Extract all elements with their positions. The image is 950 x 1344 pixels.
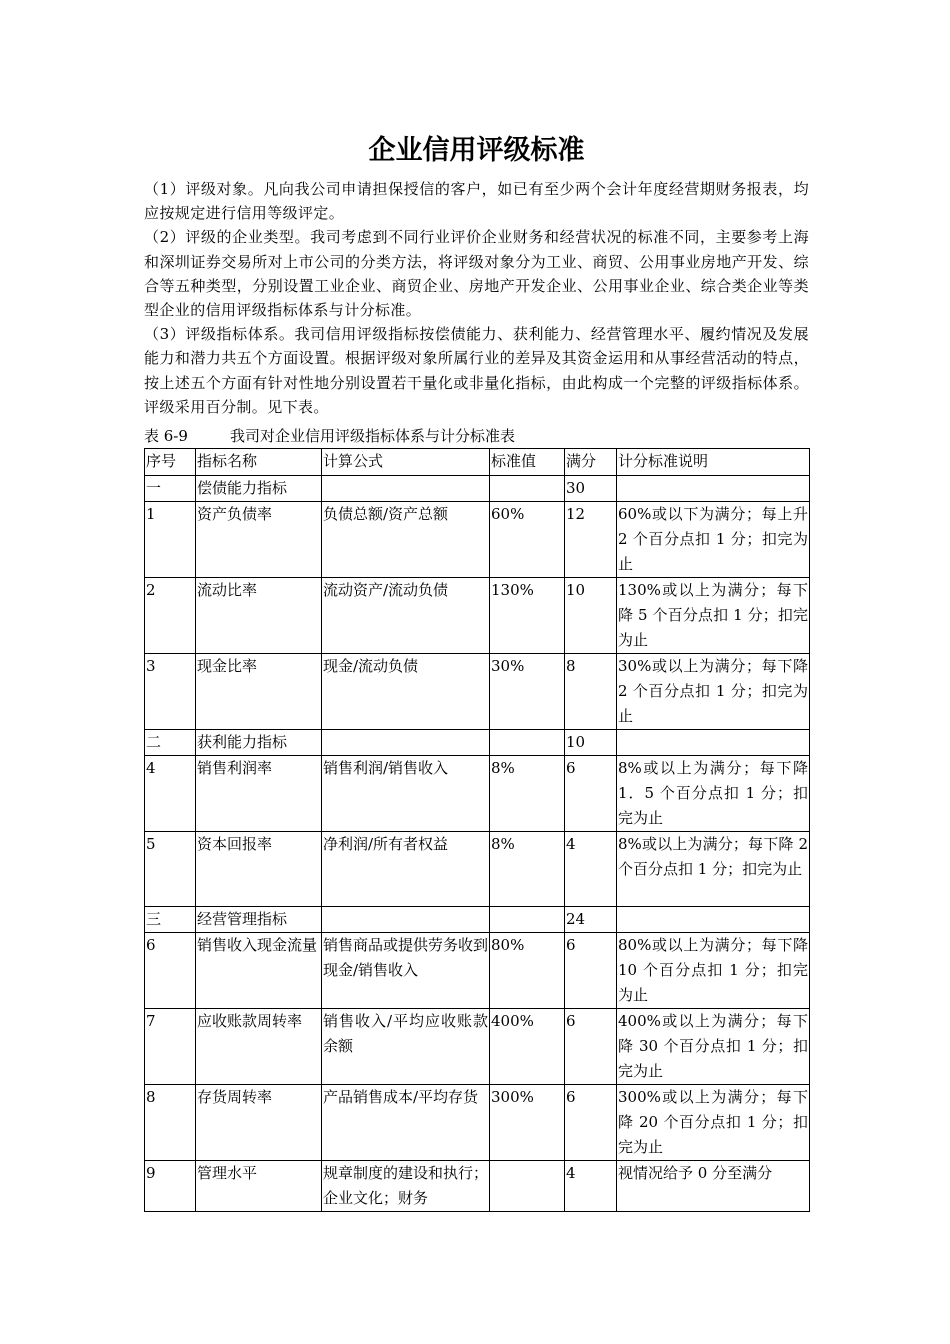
cell-indicator-name: 获利能力指标	[196, 730, 322, 756]
cell-full-score: 8	[565, 654, 617, 730]
paragraph-indicator-system: （3）评级指标体系。我司信用评级指标按偿债能力、获利能力、经营管理水平、履约情况及发展能力和潜力共五个方面设置。根据评级对象所属行业的差异及其资金运用和从事经营活动的特点，按上述五个方面有针对性地分别设置若干量化或非量化指标，由此构成一个完整的评级指标体系。评级采用百分制。见下表。	[144, 325, 809, 416]
cell-scoring-description	[617, 907, 810, 933]
table-header-row	[145, 449, 810, 476]
cell-standard-value	[490, 476, 565, 502]
cell-standard-value: 30%	[490, 654, 565, 730]
cell-indicator-name: 管理水平	[196, 1161, 322, 1212]
table-row	[145, 1009, 810, 1085]
table-row	[145, 730, 810, 756]
cell-formula: 净利润/所有者权益	[322, 832, 490, 907]
cell-formula	[322, 907, 490, 933]
table-row	[145, 933, 810, 1009]
cell-formula: 现金/流动负债	[322, 654, 490, 730]
cell-indicator-name: 流动比率	[196, 578, 322, 654]
cell-indicator-name: 资产负债率	[196, 502, 322, 578]
cell-indicator-name: 销售收入现金流量	[196, 933, 322, 1009]
cell-no: 二	[145, 730, 196, 756]
rating-table	[144, 448, 810, 1212]
header-cell-description: 计分标准说明	[617, 449, 810, 476]
table-row	[145, 907, 810, 933]
cell-formula: 规章制度的建设和执行；企业文化；财务	[322, 1161, 490, 1212]
table-row	[145, 832, 810, 907]
cell-full-score: 6	[565, 756, 617, 832]
cell-full-score: 10	[565, 730, 617, 756]
paragraph-evaluation-object: （1）评级对象。凡向我公司申请担保授信的客户，如已有至少两个会计年度经营期财务报表，均应按规定进行信用等级评定。	[144, 180, 809, 223]
cell-indicator-name: 现金比率	[196, 654, 322, 730]
cell-full-score: 4	[565, 832, 617, 907]
cell-no: 2	[145, 578, 196, 654]
cell-indicator-name: 经营管理指标	[196, 907, 322, 933]
cell-scoring-description: 视情况给予 0 分至满分	[617, 1161, 810, 1212]
cell-no: 3	[145, 654, 196, 730]
cell-full-score: 24	[565, 907, 617, 933]
cell-scoring-description	[617, 730, 810, 756]
cell-no: 9	[145, 1161, 196, 1212]
cell-no: 三	[145, 907, 196, 933]
cell-full-score: 12	[565, 502, 617, 578]
cell-formula: 销售收入/平均应收账款余额	[322, 1009, 490, 1085]
cell-full-score: 10	[565, 578, 617, 654]
cell-standard-value: 130%	[490, 578, 565, 654]
header-cell-no: 序号	[145, 449, 196, 476]
cell-standard-value: 8%	[490, 832, 565, 907]
cell-formula: 负债总额/资产总额	[322, 502, 490, 578]
cell-full-score: 4	[565, 1161, 617, 1212]
cell-formula	[322, 476, 490, 502]
cell-indicator-name: 存货周转率	[196, 1085, 322, 1161]
cell-no: 6	[145, 933, 196, 1009]
cell-standard-value: 400%	[490, 1009, 565, 1085]
document-body	[144, 177, 809, 419]
cell-scoring-description: 60%或以下为满分；每上升 2 个百分点扣 1 分；扣完为止	[617, 502, 810, 578]
cell-no: 4	[145, 756, 196, 832]
cell-no: 7	[145, 1009, 196, 1085]
cell-indicator-name: 资本回报率	[196, 832, 322, 907]
cell-standard-value	[490, 907, 565, 933]
cell-standard-value: 8%	[490, 756, 565, 832]
table-caption-text: 我司对企业信用评级指标体系与计分标准表	[229, 427, 515, 445]
cell-scoring-description: 8%或以上为满分；每下降 1．5 个百分点扣 1 分；扣完为止	[617, 756, 810, 832]
cell-scoring-description: 80%或以上为满分；每下降 10 个百分点扣 1 分；扣完为止	[617, 933, 810, 1009]
cell-scoring-description: 130%或以上为满分；每下降 5 个百分点扣 1 分；扣完为止	[617, 578, 810, 654]
cell-no: 1	[145, 502, 196, 578]
cell-formula	[322, 730, 490, 756]
table-caption-number: 表 6-9	[144, 427, 188, 445]
table-body	[145, 476, 810, 1212]
table-row	[145, 1161, 810, 1212]
cell-indicator-name: 销售利润率	[196, 756, 322, 832]
table-row	[145, 502, 810, 578]
cell-scoring-description: 300%或以上为满分；每下降 20 个百分点扣 1 分；扣完为止	[617, 1085, 810, 1161]
cell-full-score: 6	[565, 1085, 617, 1161]
cell-scoring-description: 400%或以上为满分；每下降 30 个百分点扣 1 分；扣完为止	[617, 1009, 810, 1085]
cell-full-score: 6	[565, 933, 617, 1009]
cell-standard-value: 300%	[490, 1085, 565, 1161]
cell-no: 8	[145, 1085, 196, 1161]
table-row	[145, 756, 810, 832]
document-title: 企业信用评级标准	[368, 135, 585, 166]
cell-scoring-description: 8%或以上为满分；每下降 2 个百分点扣 1 分；扣完为止	[617, 832, 810, 907]
cell-no: 5	[145, 832, 196, 907]
cell-formula: 销售利润/销售收入	[322, 756, 490, 832]
paragraph-enterprise-types: （2）评级的企业类型。我司考虑到不同行业评价企业财务和经营状况的标准不同，主要参考上海和深圳证券交易所对上市公司的分类方法，将评级对象分为工业、商贸、公用事业房地产开发、综合等五种类型，分别设置工业企业、商贸企业、房地产开发企业、公用事业企业、综合类企业等类型企业的信用评级指标体系与计分标准。	[144, 228, 809, 320]
header-cell-name: 指标名称	[196, 449, 322, 476]
table-row	[145, 654, 810, 730]
table-row	[145, 1085, 810, 1161]
table-row	[145, 578, 810, 654]
cell-standard-value: 60%	[490, 502, 565, 578]
cell-indicator-name: 偿债能力指标	[196, 476, 322, 502]
cell-scoring-description: 30%或以上为满分；每下降 2 个百分点扣 1 分；扣完为止	[617, 654, 810, 730]
cell-indicator-name: 应收账款周转率	[196, 1009, 322, 1085]
table-caption	[144, 424, 515, 448]
cell-full-score: 6	[565, 1009, 617, 1085]
header-cell-formula: 计算公式	[322, 449, 490, 476]
header-cell-standard: 标准值	[490, 449, 565, 476]
cell-formula: 流动资产/流动负债	[322, 578, 490, 654]
cell-standard-value	[490, 1161, 565, 1212]
cell-formula: 销售商品或提供劳务收到现金/销售收入	[322, 933, 490, 1009]
cell-scoring-description	[617, 476, 810, 502]
cell-standard-value	[490, 730, 565, 756]
table-row	[145, 476, 810, 502]
cell-formula: 产品销售成本/平均存货	[322, 1085, 490, 1161]
cell-standard-value: 80%	[490, 933, 565, 1009]
cell-no: 一	[145, 476, 196, 502]
header-cell-score: 满分	[565, 449, 617, 476]
cell-full-score: 30	[565, 476, 617, 502]
